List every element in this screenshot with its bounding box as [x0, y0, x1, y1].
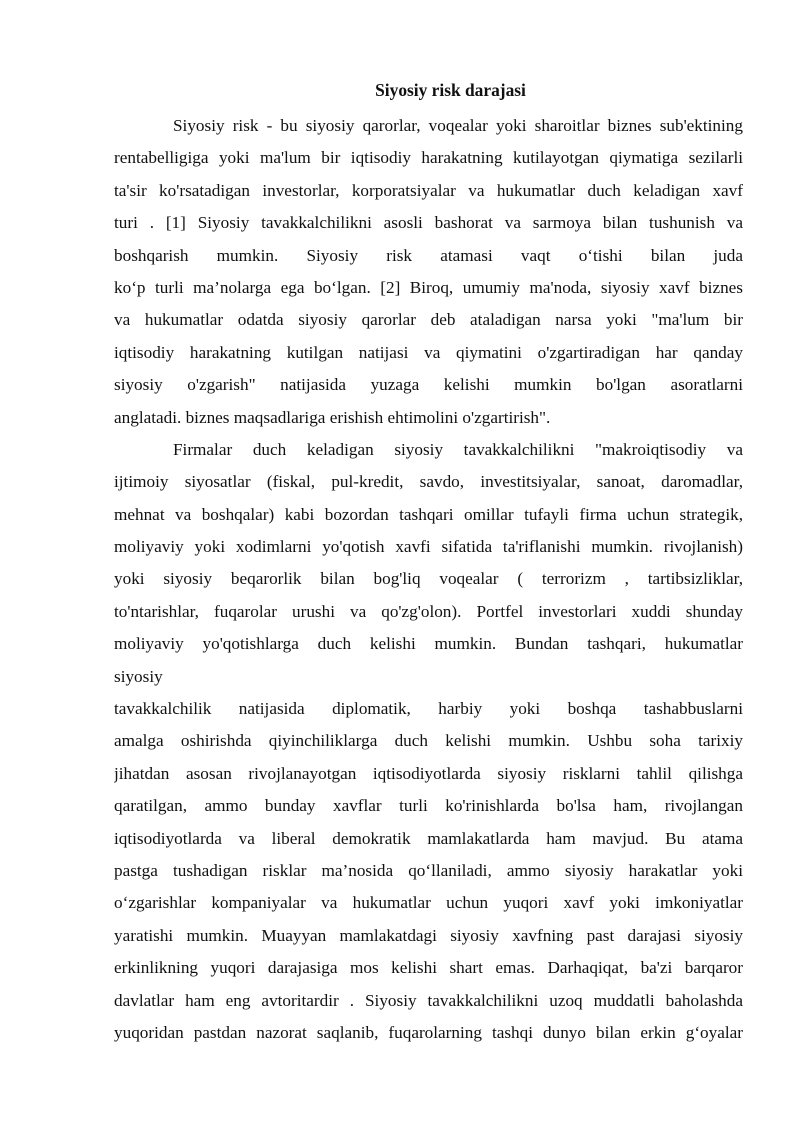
text-line: moliyaviy yoki xodimlarni yo'qotish xavfi sifatida ta'riflanishi mumkin. rivojlanish)	[114, 537, 743, 557]
text-line: davlatlar ham eng avtoritardir . Siyosiy tavakkalchilikni uzoq muddatli baholashda	[114, 990, 743, 1010]
text-line: iqtisodiy harakatning kutilgan natijasi va qiymatini o'zgartiradigan har qanday	[114, 342, 743, 362]
text-line: anglatadi. biznes maqsadlariga erishish ehtimolini o'zgartirish".	[114, 407, 551, 427]
text-line: pastga tushadigan risklar ma’nosida qo‘llaniladi, ammo siyosiy harakatlar yoki	[114, 860, 743, 880]
text-line: Siyosiy risk - bu siyosiy qarorlar, voqealar yoki sharoitlar biznes sub'ektining	[173, 116, 743, 135]
text-line: siyosiy o'zgarish" natijasida yuzaga kelishi mumkin bo'lgan asoratlarni	[114, 375, 743, 395]
text-line: jihatdan asosan rivojlanayotgan iqtisodiyotlarda siyosiy risklarni tahlil qilishga	[114, 763, 743, 783]
document-page	[114, 76, 743, 1049]
text-line: to'ntarishlar, fuqarolar urushi va qo'zg'olon). Portfel investorlari xuddi shunday	[114, 601, 743, 621]
document-body	[114, 110, 743, 1049]
text-line: siyosiy	[114, 666, 163, 686]
text-line: qaratilgan, ammo bunday xavflar turli ko'rinishlarda bo'lsa ham, rivojlangan	[114, 796, 743, 816]
document-title: Siyosiy risk darajasi	[375, 80, 526, 100]
text-line: iqtisodiyotlarda va liberal demokratik mamlakatlarda ham mavjud. Bu atama	[114, 828, 743, 848]
text-line: amalga oshirishda qiyinchiliklarga duch kelishi mumkin. Ushbu soha tarixiy	[114, 731, 743, 751]
text-line: turi . [1] Siyosiy tavakkalchilikni asosli bashorat va sarmoya bilan tushunish va	[114, 213, 743, 233]
text-line: moliyaviy yo'qotishlarga duch kelishi mumkin. Bundan tashqari, hukumatlar	[114, 634, 743, 654]
text-line: ijtimoiy siyosatlar (fiskal, pul-kredit, savdo, investitsiyalar, sanoat, daromadlar,	[114, 472, 743, 492]
text-line: ta'sir ko'rsatadigan investorlar, korporatsiyalar va hukumatlar duch keladigan xavf	[114, 180, 743, 200]
text-line: ko‘p turli ma’nolarga ega bo‘lgan. [2] Biroq, umumiy ma'noda, siyosiy xavf biznes	[114, 277, 743, 297]
text-line: tavakkalchilik natijasida diplomatik, harbiy yoki boshqa tashabbuslarni	[114, 699, 743, 719]
text-line: o‘zgarishlar kompaniyalar va hukumatlar uchun yuqori xavf yoki imkoniyatlar	[114, 893, 743, 913]
text-line: boshqarish mumkin. Siyosiy risk atamasi vaqt o‘tishi bilan juda	[114, 245, 743, 265]
text-line: yoki siyosiy beqarorlik bilan bog'liq voqealar ( terrorizm , tartibsizliklar,	[114, 569, 743, 589]
text-line: rentabelligiga yoki ma'lum bir iqtisodiy harakatning kutilayotgan qiymatiga sezilarli	[114, 148, 743, 168]
text-line: yuqoridan pastdan nazorat saqlanib, fuqarolarning tashqi dunyo bilan erkin g‘oyalar	[114, 1022, 743, 1042]
text-line: Firmalar duch keladigan siyosiy tavakkalchilikni "makroiqtisodiy va	[173, 439, 743, 459]
text-line: yaratishi mumkin. Muayyan mamlakatdagi siyosiy xavfning past darajasi siyosiy	[114, 925, 743, 945]
text-line: va hukumatlar odatda siyosiy qarorlar deb ataladigan narsa yoki "ma'lum bir	[114, 310, 743, 330]
text-line: mehnat va boshqalar) kabi bozordan tashqari omillar tufayli firma uchun strategik,	[114, 504, 743, 524]
text-line: erkinlikning yuqori darajasiga mos kelishi shart emas. Darhaqiqat, ba'zi barqaror	[114, 958, 743, 978]
